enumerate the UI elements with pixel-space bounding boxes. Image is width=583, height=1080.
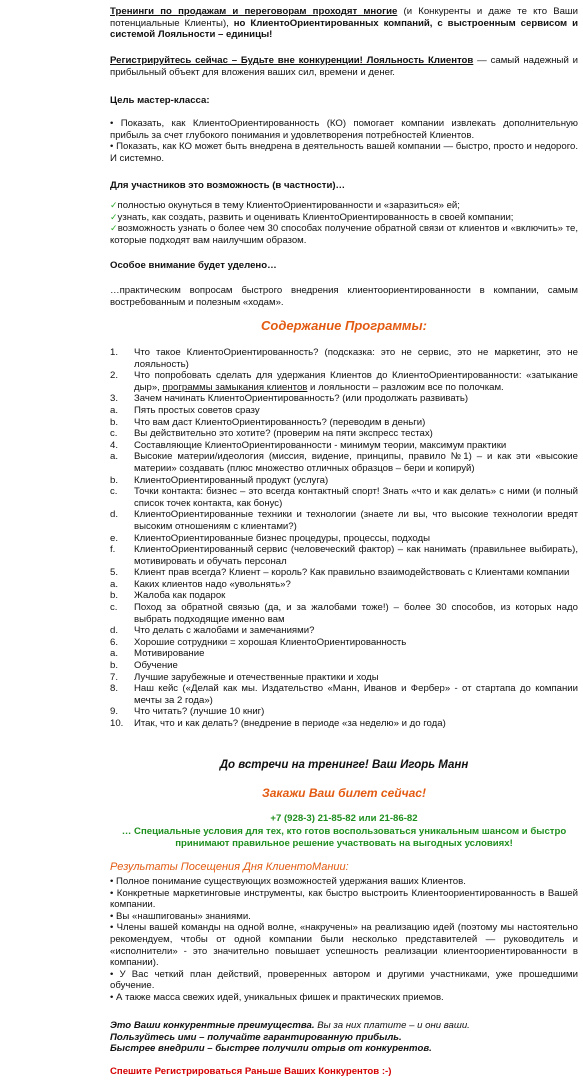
intro-emphasis: но КлиентоОриентированных компаний, с выстроенным сервисом и системой Лояльности – единицы! — [110, 17, 578, 41]
results-list — [110, 876, 578, 1004]
participants-list — [110, 200, 578, 246]
program-item: 4. Составляющие КлиентоОриентированности - минимум теории, максимум практики — [110, 439, 507, 451]
program-item: 6. Хорошие сотрудники = хорошая КлиентоОриентированность — [110, 636, 407, 648]
program-item: f. КлиентоОриентированный сервис (человеческий фактор) – как нанимать (правильнее выбирать), мотивировать и обучать персонал — [110, 544, 578, 567]
checkmark-icon: ✓ — [110, 223, 118, 234]
program-item: c. Вы действительно это хотите? (проверим на пяти экспресс тестах) — [110, 428, 433, 440]
goal-list — [110, 118, 578, 164]
program-item: 10. Итак, что и как делать? (внедрение в периоде «за неделю» и до года) — [110, 718, 446, 729]
program-item: a. Высокие материи/идеология (миссия, видение, принципы, правило №1) – и как эти «высокие материи» создавать (плюс множество отличных образцов – бери и копируй) — [110, 451, 578, 474]
program-item: b. Жалоба как подарок — [110, 590, 226, 602]
order-title: Закажи Ваш билет сейчас! — [262, 786, 426, 800]
advantages-line: Это Ваши конкурентные преимущества. Вы за них платите – и они ваши. — [110, 1020, 470, 1031]
intro-note: (и Конкуренты и даже те кто Ваши потенциальные Клиенты), — [110, 6, 578, 29]
program-item: 2. Что попробовать сделать для удержания Клиентов до КлиентоОриентированности: «затыкание дыр», программы замыкания клиентов и лояльности – разложим все по полочкам. — [110, 370, 578, 393]
results-item: • Вы «нашпигованы» знаниями. — [110, 910, 251, 922]
program-item: 1. Что такое КлиентоОриентированность? (подсказка: это не сервис, это не маркетинг, это не лояльность) — [110, 347, 578, 370]
program-item: 3. Зачем начинать КлиентоОриентированность? (или продолжать развивать) — [110, 393, 469, 405]
goal-title: Цель мастер-класса: — [110, 95, 210, 106]
program-list — [110, 347, 578, 730]
register-cta: Спешите Регистрироваться Раньше Ваших Конкурентов :-) — [110, 1066, 392, 1077]
program-title: Содержание Программы: — [261, 318, 427, 333]
checkmark-icon: ✓ — [110, 211, 118, 222]
participants-item: ✓полностью окунуться в тему КлиентоОриентированности и «заразиться» ей; — [110, 200, 460, 211]
program-item: e. КлиентоОриентированные бизнес процедуры, процессы, подходы — [110, 532, 431, 544]
program-item: b. Что вам даст КлиентоОриентированность? (переводим в деньги) — [110, 416, 426, 428]
program-item: a. Пять простых советов сразу — [110, 404, 260, 416]
program-item: d. Что делать с жалобами и замечаниями? — [110, 625, 315, 637]
participants-item: ✓узнать, как создать, развить и оценивать КлиентоОриентированность в своей компании; — [110, 211, 514, 223]
program-item: c. Поход за обратной связью (да, и за жалобами тоже!) – более 30 способов, из которых надо выбрать подходящие именно вам — [110, 602, 578, 625]
participants-item: ✓возможность узнать о более чем 30 способах получение обратной связи от клиентов и «включить» те, которые подходят вам наилучшим образом. — [110, 223, 579, 246]
results-item: • Конкретные маркетинговые инструменты, как быстро выстроить Клиентоориентированность в Вашей компании. — [110, 887, 578, 911]
intro-headline: Тренинги по продажам и переговорам проходят многие — [110, 6, 398, 17]
order-special: … Специальные условия для тех, кто готов воспользоваться уникальным шансом и быстро принимают правильное решение участвовать на выгодных условиях! — [121, 826, 567, 849]
advantages-line: Быстрее внедрили – быстрее получили отрыв от конкурентов. — [110, 1043, 432, 1055]
register-headline: Регистрируйтесь сейчас – Будьте вне конкуренции! Лояльность Клиентов — [110, 55, 474, 66]
goal-item: • Показать, как КлиентоОриентированность (КО) помогает компании извлекать дополнительную прибыль за счет глубокого понимания и удовлетворения потребностей Клиентов. — [110, 118, 578, 141]
program-item: 9. Что читать? (лучшие 10 книг) — [110, 706, 265, 718]
program-item: c. Точки контакта: бизнес – это всегда контактный спорт! Знать «что и как делать» с ними (и полный список точек контакта, как бонус) — [110, 486, 578, 509]
results-item: • У Вас четкий план действий, проверенных автором и другими участниками, уже прошедшими обучение. — [110, 968, 578, 992]
program-closing: До встречи на тренинге! Ваш Игорь Манн — [219, 759, 469, 771]
intro-paragraph-1 — [110, 6, 578, 41]
goal-item: • Показать, как КО может быть внедрена в деятельность вашей компании — быстро, просто и недорого. И системно. — [110, 141, 578, 164]
advantages-line: Пользуйтесь ими – получайте гарантированную прибыль. — [110, 1031, 402, 1043]
program-item: a. Каких клиентов надо «увольнять»? — [110, 578, 291, 590]
register-text: — самый надежный и прибыльный объект для вложения ваших сил, времени и денег. — [110, 55, 578, 78]
program-item: 8. Наш кейс («Делай как мы. Издательство «Манн, Иванов и Фербер» - от стартапа до компании мечты за 2 года») — [110, 683, 578, 706]
program-item: 7. Лучшие зарубежные и отечественные практики и ходы — [110, 671, 379, 683]
program-item: 5. Клиент прав всегда? Клиент – король? Как правильно взаимодействовать с Клиентами компании — [110, 567, 570, 579]
advantages-block — [110, 1020, 578, 1055]
program-item: d. КлиентоОриентированные техники и технологии (знаете ли вы, что высокие технологии вредят высоким отношениям с клиентами?) — [110, 509, 578, 532]
results-item: • Члены вашей команды на одной волне, «накручены» на реализацию идей (поэтому мы настоятельно рекомендуем, чтобы от одной компании были несколько представителей — руководитель и «исполнители» - это значительно повышает успешность реализации клиентоориентированности в компании). — [110, 922, 578, 969]
intro-paragraph-2 — [110, 55, 578, 78]
results-item: • Полное понимание существующих возможностей удержания ваших Клиентов. — [110, 876, 466, 887]
program-item: a. Мотивирование — [110, 648, 205, 660]
results-title: Результаты Посещения Дня КлиентоМании: — [110, 861, 349, 873]
participants-title: Для участников это возможность (в частности)… — [110, 180, 346, 191]
program-item: b. Обучение — [110, 660, 178, 672]
attention-title: Особое внимание будет уделено… — [110, 260, 277, 271]
results-item: • А также масса свежих идей, уникальных фишек и практических приемов. — [110, 991, 444, 1003]
attention-text: …практическим вопросам быстрого внедрения клиентоориентированности в компании, самым востребованным и полезным «ходам». — [110, 285, 578, 308]
checkmark-icon: ✓ — [110, 200, 118, 210]
order-phone: +7 (928-3) 21-85-82 или 21-86-82 — [270, 813, 418, 824]
program-item: b. КлиентоОриентированный продукт (услуга) — [110, 474, 329, 486]
